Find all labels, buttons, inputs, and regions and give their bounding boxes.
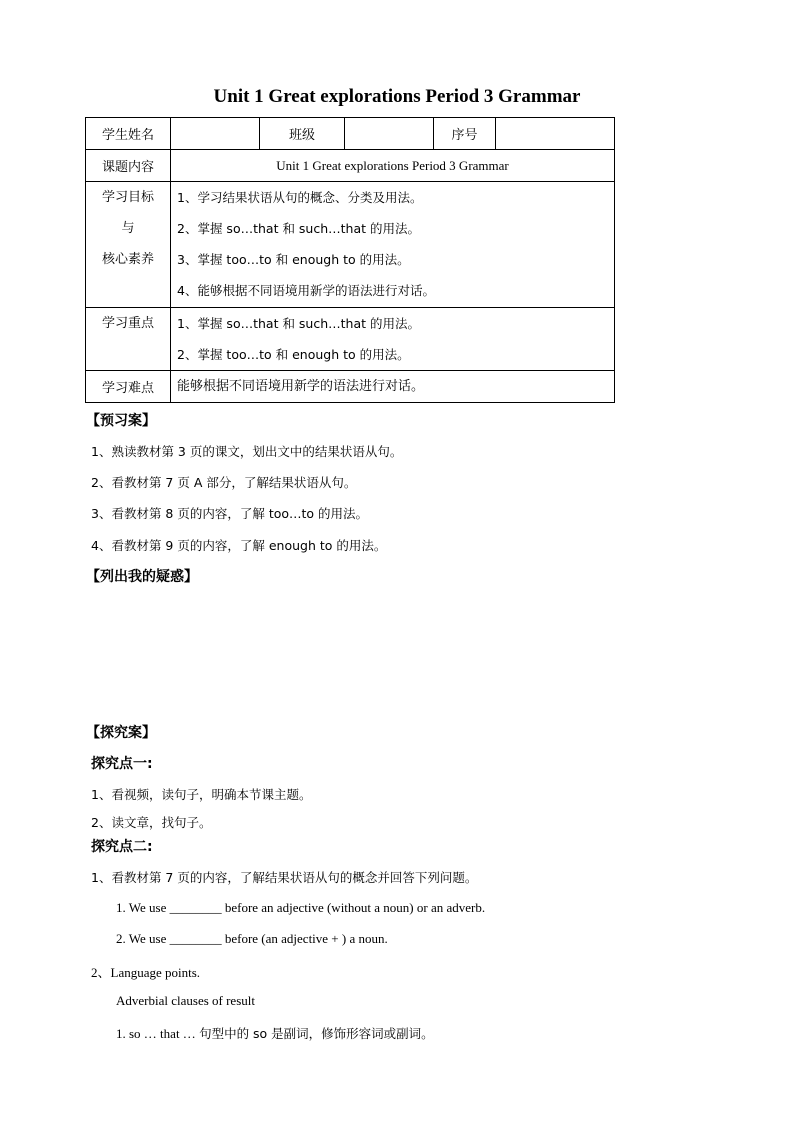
student-name-label: 学生姓名 [86, 118, 171, 150]
seat-label: 序号 [434, 118, 496, 150]
so-that-note: 句型中的 so 是副词，修饰形容词或副词。 [199, 1026, 434, 1041]
goal-label-line: 核心素养 [101, 252, 154, 267]
question-2: 2. We use ________ before (an adjective + ) a noun. [116, 931, 388, 946]
key-label-text: 学习重点 [101, 316, 154, 331]
doubts-heading: 【列出我的疑惑】 [86, 569, 198, 585]
goal-label-line: 与 [121, 221, 135, 236]
topic-value: Unit 1 Great explorations Period 3 Grammar [171, 150, 615, 182]
key-label [86, 308, 171, 371]
seat-field[interactable] [496, 118, 615, 150]
class-field[interactable] [345, 118, 434, 150]
point1-title: 探究点一: [91, 756, 153, 772]
goal-item: 4、能够根据不同语境用新学的语法进行对话。 [177, 283, 435, 298]
keys-cell [171, 308, 615, 371]
difficulty-label: 学习难点 [86, 371, 171, 403]
goals-cell [171, 182, 615, 308]
goal-item: 2、掌握 so…that 和 such…that 的用法。 [177, 221, 421, 236]
goal-label-line: 学习目标 [101, 190, 154, 205]
preview-item: 1、熟读教材第 3 页的课文，划出文中的结果状语从句。 [91, 444, 403, 459]
explore-heading: 【探究案】 [86, 725, 156, 741]
difficulty-value [171, 371, 615, 403]
document-title: Unit 1 Great explorations Period 3 Grammar [213, 86, 581, 107]
preview-item: 3、看教材第 8 页的内容，了解 too…to 的用法。 [91, 506, 369, 521]
topic-label: 课题内容 [86, 150, 171, 182]
info-table [85, 117, 615, 403]
point1-item: 2、读文章，找句子。 [91, 815, 212, 830]
question-1: 1. We use ________ before an adjective (without a noun) or an adverb. [116, 900, 486, 915]
point2-title: 探究点二: [91, 839, 153, 855]
goal-item: 3、掌握 too…to 和 enough to 的用法。 [177, 252, 410, 267]
goal-label [86, 182, 171, 308]
key-item: 1、掌握 so…that 和 such…that 的用法。 [177, 316, 421, 331]
student-name-field[interactable] [171, 118, 260, 150]
adverbial-heading: Adverbial clauses of result [116, 993, 255, 1008]
point1-item: 1、看视频，读句子，明确本节课主题。 [91, 787, 312, 802]
key-item: 2、掌握 too…to 和 enough to 的用法。 [177, 347, 410, 362]
so-that-prefix: 1. so … that … [116, 1026, 200, 1041]
difficulty-text: 能够根据不同语境用新学的语法进行对话。 [177, 379, 425, 394]
class-label: 班级 [260, 118, 345, 150]
point2-item: 1、看教材第 7 页的内容，了解结果状语从句的概念并回答下列问题。 [91, 870, 478, 885]
preview-item: 2、看教材第 7 页 A 部分，了解结果状语从句。 [91, 475, 357, 490]
preview-heading: 【预习案】 [86, 413, 156, 429]
goal-item: 1、学习结果状语从句的概念、分类及用法。 [177, 190, 423, 205]
preview-item: 4、看教材第 9 页的内容，了解 enough to 的用法。 [91, 538, 387, 553]
point2-item: 2、Language points. [91, 965, 201, 980]
so-that-line [116, 1024, 434, 1042]
